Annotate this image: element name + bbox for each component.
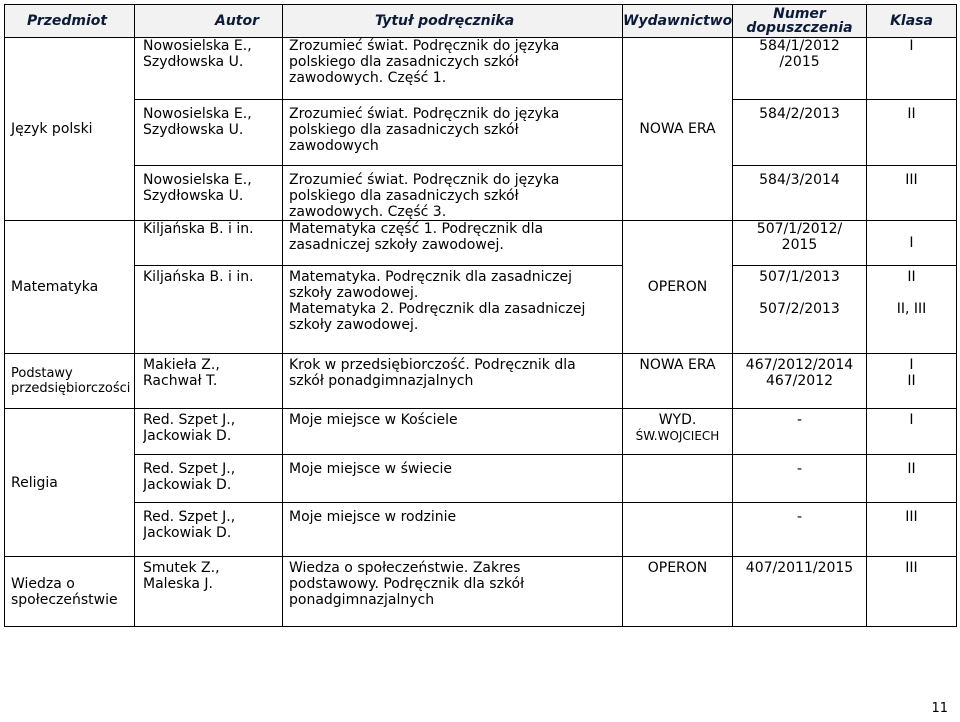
title-line: Zrozumieć świat. Podręcznik do języka (289, 172, 560, 188)
class-cell: I (867, 409, 957, 455)
table-row (5, 266, 957, 354)
author-line: Jackowiak D. (143, 428, 232, 444)
title-line: ponadgimnazjalnych (289, 592, 435, 608)
title-cell (283, 38, 623, 100)
subject-line: społeczeństwie (11, 591, 118, 608)
number-line: 584/1/2012 (759, 38, 840, 54)
title-cell: Moje miejsce w Kościele (283, 409, 623, 455)
class-cell: III (867, 503, 957, 557)
table-row (5, 503, 957, 557)
number-cell: 407/2011/2015 (733, 557, 867, 627)
textbook-table (4, 4, 957, 627)
author-line: Red. Szpet J., (143, 461, 236, 477)
number-cell: 584/2/2013 (733, 100, 867, 166)
number-cell (733, 38, 867, 100)
table-row (5, 409, 957, 455)
class-line: II (907, 269, 916, 285)
number-line: 467/2012 (765, 373, 834, 389)
author-cell (135, 166, 283, 221)
author-line: Nowosielska E., (143, 106, 252, 122)
class-cell: III (867, 166, 957, 221)
subject-line: przedsiębiorczości (11, 381, 131, 396)
number-cell: - (733, 503, 867, 557)
title-line: Zrozumieć świat. Podręcznik do języka (289, 106, 560, 122)
author-cell (135, 100, 283, 166)
author-line: Szydłowska U. (143, 188, 244, 204)
number-cell: - (733, 455, 867, 503)
number-cell (733, 221, 867, 266)
title-cell (283, 166, 623, 221)
author-line: Szydłowska U. (143, 54, 244, 70)
author-cell (135, 455, 283, 503)
subject-cell (5, 557, 135, 627)
header-tytul: Tytuł podręcznika (283, 5, 623, 38)
class-cell (867, 354, 957, 409)
title-line: zawodowych (289, 138, 379, 154)
publisher-cell (623, 409, 733, 455)
number-cell (733, 354, 867, 409)
author-cell (135, 557, 283, 627)
table-row (5, 100, 957, 166)
title-line: zasadniczej szkoły zawodowej. (289, 237, 504, 253)
number-line: 507/2/2013 (759, 301, 840, 317)
title-line: szkół ponadgimnazjalnych (289, 373, 474, 389)
title-cell (283, 557, 623, 627)
title-line: Matematyka. Podręcznik dla zasadniczej (289, 269, 573, 285)
author-cell: Kiljańska B. i in. (135, 221, 283, 266)
author-line: Maleska J. (143, 576, 213, 592)
subject-cell: Matematyka (5, 221, 135, 354)
author-cell (135, 38, 283, 100)
title-line: Wiedza o społeczeństwie. Zakres (289, 560, 521, 576)
author-cell: Kiljańska B. i in. (135, 266, 283, 354)
subject-line: Wiedza o (11, 575, 75, 592)
author-cell (135, 409, 283, 455)
title-line: zawodowych. Część 1. (289, 70, 447, 86)
number-line: 507/1/2013 (759, 269, 840, 285)
header-row (5, 5, 957, 38)
class-cell: II (867, 100, 957, 166)
publisher-cell (623, 503, 733, 557)
title-line: Zrozumieć świat. Podręcznik do języka (289, 38, 560, 54)
author-cell (135, 354, 283, 409)
title-line: polskiego dla zasadniczych szkół (289, 122, 519, 138)
class-line: II, III (896, 301, 927, 317)
author-line: Nowosielska E., (143, 38, 252, 54)
title-line: szkoły zawodowej. (289, 285, 419, 301)
subject-line: Podstawy (11, 366, 73, 381)
class-cell: I (867, 221, 957, 266)
class-cell: I (867, 38, 957, 100)
title-line: podstawowy. Podręcznik dla szkół (289, 576, 525, 592)
author-line: Szydłowska U. (143, 122, 244, 138)
table-row (5, 455, 957, 503)
class-cell: III (867, 557, 957, 627)
table-row (5, 557, 957, 627)
class-line: I (909, 357, 914, 373)
header-przedmiot: Przedmiot (5, 5, 135, 38)
author-line: Red. Szpet J., (143, 509, 236, 525)
page-number: 11 (931, 701, 948, 716)
header-wydawnictwo: Wydawnictwo (623, 5, 733, 38)
publisher-cell: OPERON (623, 557, 733, 627)
publisher-cell (623, 455, 733, 503)
header-numer (733, 5, 867, 38)
subject-cell: Religia (5, 409, 135, 557)
number-cell: 584/3/2014 (733, 166, 867, 221)
class-cell (867, 266, 957, 354)
number-line: /2015 (779, 54, 820, 70)
title-line: Krok w przedsiębiorczość. Podręcznik dla (289, 357, 576, 373)
author-line: Smutek Z., (143, 560, 220, 576)
author-line: Jackowiak D. (143, 525, 232, 541)
author-line: Red. Szpet J., (143, 412, 236, 428)
header-numer-line: Numer (773, 7, 826, 21)
publisher-cell: OPERON (623, 221, 733, 354)
header-autor: Autor (135, 5, 283, 38)
number-cell: - (733, 409, 867, 455)
title-line: Matematyka 2. Podręcznik dla zasadniczej (289, 301, 586, 317)
class-cell: II (867, 455, 957, 503)
publisher-cell: NOWA ERA (623, 38, 733, 221)
number-line: 2015 (781, 237, 818, 253)
title-line: Matematyka część 1. Podręcznik dla (289, 221, 544, 237)
title-line: szkoły zawodowej. (289, 317, 419, 333)
publisher-cell: NOWA ERA (623, 354, 733, 409)
number-line: 507/1/2012/ (756, 221, 843, 237)
table-row (5, 166, 957, 221)
table-row (5, 38, 957, 100)
title-cell (283, 354, 623, 409)
subject-cell: Język polski (5, 38, 135, 221)
title-cell (283, 100, 623, 166)
publisher-line: WYD. (658, 412, 697, 428)
number-line: 467/2012/2014 (745, 357, 854, 373)
title-cell (283, 266, 623, 354)
table-row (5, 354, 957, 409)
author-line: Nowosielska E., (143, 172, 252, 188)
subject-cell (5, 354, 135, 409)
header-klasa: Klasa (867, 5, 957, 38)
author-line: Jackowiak D. (143, 477, 232, 493)
title-cell (283, 221, 623, 266)
number-cell (733, 266, 867, 354)
publisher-line: ŚW.WOJCIECH (635, 429, 720, 443)
title-cell: Moje miejsce w świecie (283, 455, 623, 503)
author-cell (135, 503, 283, 557)
author-line: Makieła Z., (143, 357, 220, 373)
table-row (5, 221, 957, 266)
header-numer-line: dopuszczenia (746, 21, 853, 35)
title-line: polskiego dla zasadniczych szkół (289, 188, 519, 204)
title-line: zawodowych. Część 3. (289, 204, 447, 220)
class-line: II (907, 373, 916, 389)
title-line: polskiego dla zasadniczych szkół (289, 54, 519, 70)
author-line: Rachwał T. (143, 373, 218, 389)
title-cell: Moje miejsce w rodzinie (283, 503, 623, 557)
